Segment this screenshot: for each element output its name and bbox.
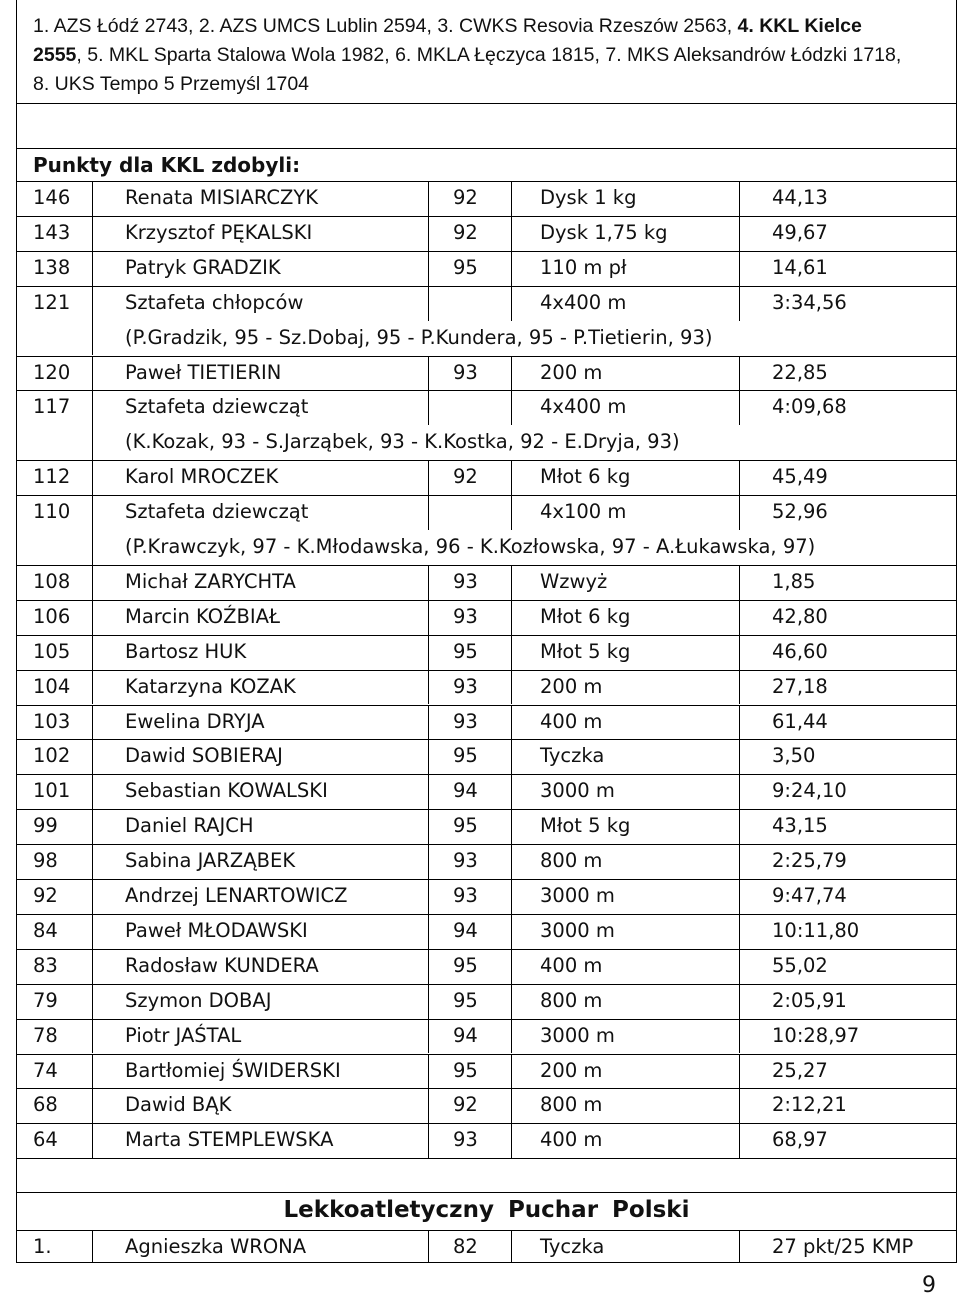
result-cell: 45,49 <box>772 465 828 489</box>
points-cell: 99 <box>33 814 58 838</box>
column-divider <box>511 844 512 879</box>
event-cell: Dysk 1,75 kg <box>540 220 668 244</box>
club-ranking <box>17 0 956 104</box>
year-cell: 93 <box>453 360 478 384</box>
athlete-cell: Michał ZARYCHTA <box>125 569 296 593</box>
column-divider <box>92 251 93 286</box>
column-divider <box>428 879 429 914</box>
column-divider <box>428 635 429 670</box>
column-divider <box>92 635 93 670</box>
column-divider <box>92 216 93 251</box>
result-cell: 25,27 <box>772 1058 828 1082</box>
event-cell: 4x100 m <box>540 500 627 524</box>
column-divider <box>428 670 429 705</box>
result-cell: 46,60 <box>772 639 828 663</box>
points-cell: 146 <box>33 186 71 209</box>
column-divider <box>92 600 93 635</box>
athlete-cell: Andrzej LENARTOWICZ <box>125 884 348 907</box>
athlete-cell: Dawid BĄK <box>125 1093 232 1117</box>
row-divider <box>17 739 956 740</box>
column-divider <box>92 809 93 844</box>
event-cell: 800 m <box>540 988 603 1012</box>
points-cell: 1. <box>33 1235 52 1258</box>
column-divider <box>739 670 740 705</box>
row-divider <box>17 635 956 636</box>
points-cell: 103 <box>33 709 71 733</box>
row-divider <box>17 600 956 601</box>
athlete-cell: Sztafeta dziewcząt <box>125 500 309 524</box>
points-cell: 79 <box>33 988 58 1012</box>
row-divider <box>17 565 956 566</box>
result-cell: 2:12,21 <box>772 1093 847 1117</box>
row-divider <box>17 495 956 496</box>
points-cell: 74 <box>33 1058 58 1082</box>
column-divider <box>511 1230 512 1262</box>
result-cell: 55,02 <box>772 953 828 977</box>
column-divider <box>511 635 512 670</box>
row-divider <box>17 984 956 985</box>
column-divider <box>739 879 740 914</box>
column-divider <box>511 1019 512 1054</box>
event-cell: 110 m pł <box>540 255 627 279</box>
column-divider <box>428 216 429 251</box>
athlete-cell: Sabina JARZĄBEK <box>125 849 296 873</box>
column-divider <box>739 949 740 984</box>
column-divider <box>428 251 429 286</box>
points-cell: 64 <box>33 1128 58 1152</box>
column-divider <box>92 844 93 879</box>
column-divider <box>739 914 740 949</box>
athlete-cell: Radosław KUNDERA <box>125 953 319 977</box>
column-divider <box>92 181 93 216</box>
points-cell: 112 <box>33 465 71 489</box>
column-divider <box>511 1054 512 1089</box>
athlete-cell: Krzysztof PĘKALSKI <box>125 220 313 244</box>
result-cell: 68,97 <box>772 1128 828 1152</box>
column-divider <box>739 251 740 286</box>
column-divider <box>92 321 93 356</box>
athlete-cell: Sztafeta chłopców <box>125 290 304 314</box>
year-cell: 93 <box>453 1128 478 1152</box>
event-cell: 800 m <box>540 1093 603 1117</box>
column-divider <box>739 705 740 740</box>
column-divider <box>92 530 93 565</box>
result-cell: 14,61 <box>772 255 828 279</box>
row-divider <box>17 774 956 775</box>
row-divider <box>17 356 956 357</box>
column-divider <box>511 914 512 949</box>
event-cell: 800 m <box>540 849 603 873</box>
spacer-row <box>17 104 956 149</box>
column-divider <box>92 425 93 460</box>
column-divider <box>739 739 740 774</box>
result-cell: 10:28,97 <box>772 1023 860 1047</box>
column-divider <box>511 1123 512 1158</box>
event-cell: 400 m <box>540 1128 603 1152</box>
points-cell: 78 <box>33 1023 58 1047</box>
year-cell: 95 <box>453 1058 478 1082</box>
column-divider <box>511 216 512 251</box>
athlete-cell: Renata MISIARCZYK <box>125 186 319 209</box>
column-divider <box>92 984 93 1019</box>
column-divider <box>92 495 93 530</box>
row-divider <box>17 670 956 671</box>
row-divider <box>17 879 956 880</box>
event-cell: Tyczka <box>540 1235 605 1258</box>
result-cell: 2:25,79 <box>772 849 847 873</box>
footer-title: Lekkoatletyczny Puchar Polski <box>283 1197 690 1223</box>
result-cell: 2:05,91 <box>772 988 847 1012</box>
ranking-text: 1. AZS Łódź 2743, 2. AZS UMCS Lublin 2594, 3. CWKS Resovia Rzeszów 2563, <box>33 15 738 37</box>
athlete-cell: Karol MROCZEK <box>125 465 279 489</box>
points-cell: 101 <box>33 779 71 803</box>
row-divider <box>17 949 956 950</box>
year-cell: 92 <box>453 220 478 244</box>
column-divider <box>739 286 740 321</box>
row-divider <box>17 1230 956 1231</box>
result-cell: 27 pkt/25 KMP <box>772 1235 914 1258</box>
athlete-cell: Bartosz HUK <box>125 639 247 663</box>
result-cell: 3,50 <box>772 744 816 768</box>
row-divider <box>17 1088 956 1089</box>
column-divider <box>511 390 512 425</box>
result-cell: 9:24,10 <box>772 779 847 803</box>
athlete-cell: Marcin KOŹBIAŁ <box>125 604 280 628</box>
row-divider <box>17 1158 956 1159</box>
year-cell: 95 <box>453 744 478 768</box>
event-cell: Młot 5 kg <box>540 814 631 838</box>
event-cell: 3000 m <box>540 779 615 803</box>
points-cell: 92 <box>33 884 58 907</box>
results-sheet <box>16 0 957 1263</box>
ranking-line-2 <box>33 41 956 70</box>
row-divider <box>17 286 956 287</box>
points-cell: 143 <box>33 220 71 244</box>
ranking-line-3: 8. UKS Tempo 5 Przemyśl 1704 <box>33 73 310 95</box>
event-cell: 3000 m <box>540 918 615 942</box>
year-cell: 93 <box>453 674 478 698</box>
points-cell: 117 <box>33 395 71 419</box>
column-divider <box>428 565 429 600</box>
column-divider <box>739 1230 740 1262</box>
athlete-cell: Bartłomiej ŚWIDERSKI <box>125 1058 341 1082</box>
column-divider <box>739 1123 740 1158</box>
column-divider <box>428 809 429 844</box>
year-cell: 95 <box>453 639 478 663</box>
athlete-cell: Daniel RAJCH <box>125 814 254 838</box>
column-divider <box>428 949 429 984</box>
column-divider <box>739 984 740 1019</box>
column-divider <box>92 460 93 495</box>
year-cell: 94 <box>453 918 478 942</box>
event-cell: 400 m <box>540 709 603 733</box>
column-divider <box>511 1088 512 1123</box>
column-divider <box>739 774 740 809</box>
result-cell: 49,67 <box>772 220 828 244</box>
athlete-cell: Marta STEMPLEWSKA <box>125 1128 334 1152</box>
column-divider <box>428 460 429 495</box>
column-divider <box>511 670 512 705</box>
year-cell: 95 <box>453 255 478 279</box>
column-divider <box>511 565 512 600</box>
points-cell: 106 <box>33 604 71 628</box>
athlete-cell: Sebastian KOWALSKI <box>125 779 328 803</box>
year-cell: 93 <box>453 884 478 907</box>
result-cell: 44,13 <box>772 186 828 209</box>
column-divider <box>92 1123 93 1158</box>
column-divider <box>739 635 740 670</box>
ranking-highlight: 4. KKL Kielce <box>737 15 862 37</box>
column-divider <box>511 600 512 635</box>
column-divider <box>511 181 512 216</box>
year-cell: 93 <box>453 849 478 873</box>
points-cell: 98 <box>33 849 58 873</box>
event-cell: 200 m <box>540 360 603 384</box>
column-divider <box>511 879 512 914</box>
result-cell: 9:47,74 <box>772 884 847 907</box>
column-divider <box>92 914 93 949</box>
column-divider <box>739 1019 740 1054</box>
event-cell: 200 m <box>540 674 603 698</box>
column-divider <box>511 949 512 984</box>
event-cell: 3000 m <box>540 884 615 907</box>
year-cell: 92 <box>453 465 478 489</box>
athlete-cell: Dawid SOBIERAJ <box>125 744 283 768</box>
row-divider <box>17 460 956 461</box>
result-cell: 3:34,56 <box>772 290 847 314</box>
relay-members: (K.Kozak, 93 - S.Jarząbek, 93 - K.Kostka, 92 - E.Dryja, 93) <box>125 430 680 454</box>
column-divider <box>92 670 93 705</box>
column-divider <box>739 216 740 251</box>
column-divider <box>511 460 512 495</box>
column-divider <box>92 1230 93 1262</box>
event-cell: 4x400 m <box>540 395 627 419</box>
ranking-text: , 5. MKL Sparta Stalowa Wola 1982, 6. MKLA Łęczyca 1815, 7. MKS Aleksandrów Łódzki 1718, <box>76 44 902 66</box>
column-divider <box>92 879 93 914</box>
athlete-cell: Paweł MŁODAWSKI <box>125 918 308 942</box>
points-cell: 105 <box>33 639 71 663</box>
column-divider <box>92 565 93 600</box>
result-cell: 43,15 <box>772 814 828 838</box>
event-cell: Wzwyż <box>540 569 608 593</box>
result-cell: 27,18 <box>772 674 828 698</box>
year-cell: 95 <box>453 988 478 1012</box>
column-divider <box>739 809 740 844</box>
year-cell: 92 <box>453 186 478 209</box>
year-cell: 95 <box>453 953 478 977</box>
result-cell: 61,44 <box>772 709 828 733</box>
athlete-cell: Sztafeta dziewcząt <box>125 395 309 419</box>
event-cell: 400 m <box>540 953 603 977</box>
points-cell: 68 <box>33 1093 58 1117</box>
points-cell: 83 <box>33 953 58 977</box>
athlete-cell: Piotr JAŚTAL <box>125 1023 242 1047</box>
year-cell: 93 <box>453 709 478 733</box>
column-divider <box>428 356 429 391</box>
points-cell: 108 <box>33 569 71 593</box>
column-divider <box>511 705 512 740</box>
event-cell: Młot 5 kg <box>540 639 631 663</box>
year-cell: 93 <box>453 569 478 593</box>
year-cell: 95 <box>453 814 478 838</box>
column-divider <box>92 739 93 774</box>
column-divider <box>92 774 93 809</box>
column-divider <box>428 705 429 740</box>
year-cell: 92 <box>453 1093 478 1117</box>
year-cell: 94 <box>453 779 478 803</box>
event-cell: 4x400 m <box>540 290 627 314</box>
event-cell: 200 m <box>540 1058 603 1082</box>
row-divider <box>17 1192 956 1193</box>
points-cell: 121 <box>33 290 71 314</box>
year-cell: 93 <box>453 604 478 628</box>
column-divider <box>511 495 512 530</box>
event-cell: Młot 6 kg <box>540 465 631 489</box>
column-divider <box>739 390 740 425</box>
column-divider <box>92 390 93 425</box>
ranking-line-1 <box>33 12 956 41</box>
column-divider <box>428 495 429 530</box>
column-divider <box>739 460 740 495</box>
athlete-cell: Szymon DOBAJ <box>125 988 272 1012</box>
points-cell: 102 <box>33 744 71 768</box>
points-cell: 104 <box>33 674 71 698</box>
column-divider <box>428 1019 429 1054</box>
row-divider <box>17 705 956 706</box>
page-number: 9 <box>922 1273 936 1298</box>
row-divider <box>17 1123 956 1124</box>
column-divider <box>428 984 429 1019</box>
column-divider <box>739 844 740 879</box>
column-divider <box>511 251 512 286</box>
column-divider <box>428 286 429 321</box>
row-divider <box>17 181 956 182</box>
row-divider <box>17 809 956 810</box>
column-divider <box>739 356 740 391</box>
column-divider <box>511 809 512 844</box>
column-divider <box>428 1123 429 1158</box>
year-cell: 82 <box>453 1235 478 1258</box>
column-divider <box>511 356 512 391</box>
column-divider <box>428 600 429 635</box>
column-divider <box>92 1054 93 1089</box>
row-divider <box>17 251 956 252</box>
column-divider <box>739 600 740 635</box>
column-divider <box>428 390 429 425</box>
row-divider <box>17 844 956 845</box>
column-divider <box>428 181 429 216</box>
result-cell: 4:09,68 <box>772 395 847 419</box>
column-divider <box>92 356 93 391</box>
column-divider <box>428 739 429 774</box>
points-cell: 138 <box>33 255 71 279</box>
column-divider <box>92 1088 93 1123</box>
column-divider <box>428 914 429 949</box>
column-divider <box>428 1230 429 1262</box>
relay-members: (P.Krawczyk, 97 - K.Młodawska, 96 - K.Kozłowska, 97 - A.Łukawska, 97) <box>125 535 816 558</box>
column-divider <box>739 1088 740 1123</box>
result-cell: 22,85 <box>772 360 828 384</box>
column-divider <box>428 774 429 809</box>
result-cell: 52,96 <box>772 500 828 524</box>
column-divider <box>511 984 512 1019</box>
column-divider <box>92 949 93 984</box>
result-cell: 42,80 <box>772 604 828 628</box>
column-divider <box>739 495 740 530</box>
athlete-cell: Patryk GRADZIK <box>125 255 281 279</box>
points-cell: 120 <box>33 360 71 384</box>
result-cell: 1,85 <box>772 569 816 593</box>
column-divider <box>428 844 429 879</box>
athlete-cell: Agnieszka WRONA <box>125 1235 307 1258</box>
athlete-cell: Ewelina DRYJA <box>125 709 265 733</box>
row-divider <box>17 1019 956 1020</box>
column-divider <box>511 739 512 774</box>
year-cell: 94 <box>453 1023 478 1047</box>
column-divider <box>739 1054 740 1089</box>
event-cell: 3000 m <box>540 1023 615 1047</box>
column-divider <box>428 1054 429 1089</box>
column-divider <box>428 1088 429 1123</box>
column-divider <box>739 181 740 216</box>
points-cell: 110 <box>33 500 71 524</box>
row-divider <box>17 1054 956 1055</box>
column-divider <box>92 705 93 740</box>
event-cell: Dysk 1 kg <box>540 186 637 209</box>
column-divider <box>92 286 93 321</box>
athlete-cell: Paweł TIETIERIN <box>125 360 282 384</box>
section-heading: Punkty dla KKL zdobyli: <box>33 153 301 177</box>
row-divider <box>17 390 956 391</box>
ranking-highlight: 2555 <box>33 44 77 66</box>
result-cell: 10:11,80 <box>772 918 860 942</box>
column-divider <box>511 774 512 809</box>
athlete-cell: Katarzyna KOZAK <box>125 674 296 698</box>
row-divider <box>17 216 956 217</box>
points-cell: 84 <box>33 918 58 942</box>
column-divider <box>92 1019 93 1054</box>
row-divider <box>17 914 956 915</box>
column-divider <box>511 286 512 321</box>
relay-members: (P.Gradzik, 95 - Sz.Dobaj, 95 - P.Kundera, 95 - P.Tietierin, 93) <box>125 325 713 349</box>
event-cell: Tyczka <box>540 744 605 768</box>
event-cell: Młot 6 kg <box>540 604 631 628</box>
column-divider <box>739 565 740 600</box>
